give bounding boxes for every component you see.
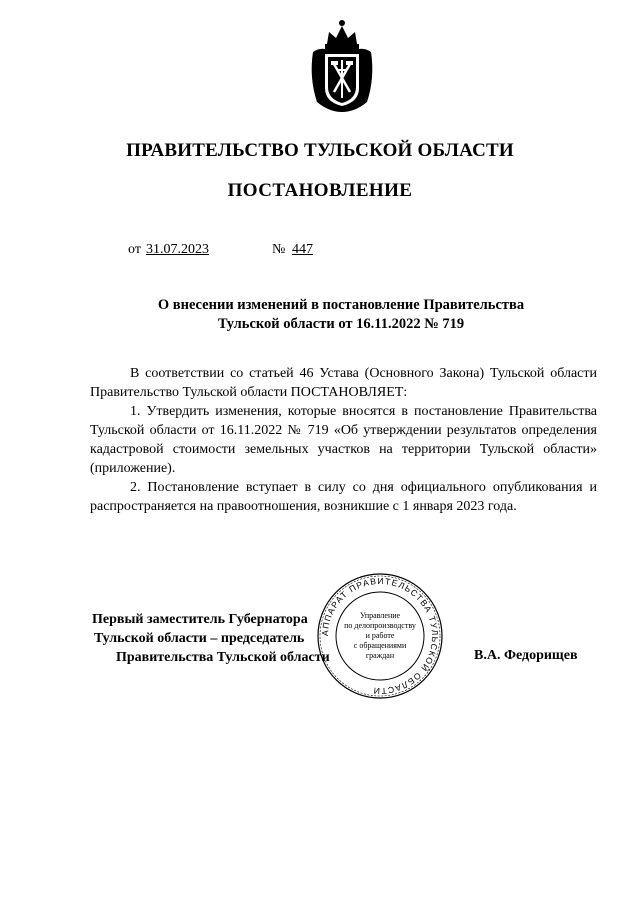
position-line-3: Правительства Тульской области: [116, 650, 330, 665]
stamp-line-4: с обращениями: [353, 641, 407, 650]
position-line-1: Первый заместитель Губернатора: [92, 612, 308, 627]
title-line-2: Тульской области от 16.11.2022 № 719: [217, 316, 465, 332]
document-date: 31.07.2023: [146, 242, 209, 257]
tula-region-coat-of-arms-icon: [305, 18, 379, 114]
document-number: 447: [292, 242, 313, 257]
signatory-position: [92, 610, 330, 667]
body-item-2: 2. Постановление вступает в силу со дня официального опубликования и распространяется на правоотношения, возникшие с 1 января 2023 года.: [90, 480, 597, 514]
document-title: [90, 296, 592, 334]
date-prefix: от: [128, 242, 141, 257]
official-stamp: [316, 572, 444, 700]
position-line-2: Тульской области – председатель: [94, 631, 305, 646]
organization-name: ПРАВИТЕЛЬСТВО ТУЛЬСКОЙ ОБЛАСТИ: [126, 140, 514, 161]
body-item-1: 1. Утвердить изменения, которые вносятся в постановление Правительства Тульской области от 16.11.2022 № 719 «Об утверждении результатов определения кадастровой стоимости земельных участков на территории Тульской области» (приложение).: [90, 404, 597, 476]
body-intro: В соответствии со статьей 46 Устава (Основного Закона) Тульской области Правительство Тульской области ПОСТАНОВЛЯЕТ:: [90, 366, 597, 400]
number-prefix: №: [272, 242, 286, 257]
title-line-1: О внесении изменений в постановление Правительства: [157, 297, 525, 313]
stamp-line-2: по делопроизводству: [344, 621, 416, 630]
stamp-line-3: и работе: [365, 631, 395, 640]
signer-name: В.А. Федорищев: [474, 648, 578, 663]
stamp-ring-text: АППАРАТ ПРАВИТЕЛЬСТВА ТУЛЬСКОЙ ОБЛАСТИ: [319, 575, 441, 697]
document-body: [90, 364, 597, 516]
stamp-line-5: граждан: [365, 651, 395, 660]
stamp-line-1: Управление: [359, 611, 401, 620]
document-type: ПОСТАНОВЛЕНИЕ: [227, 180, 413, 201]
